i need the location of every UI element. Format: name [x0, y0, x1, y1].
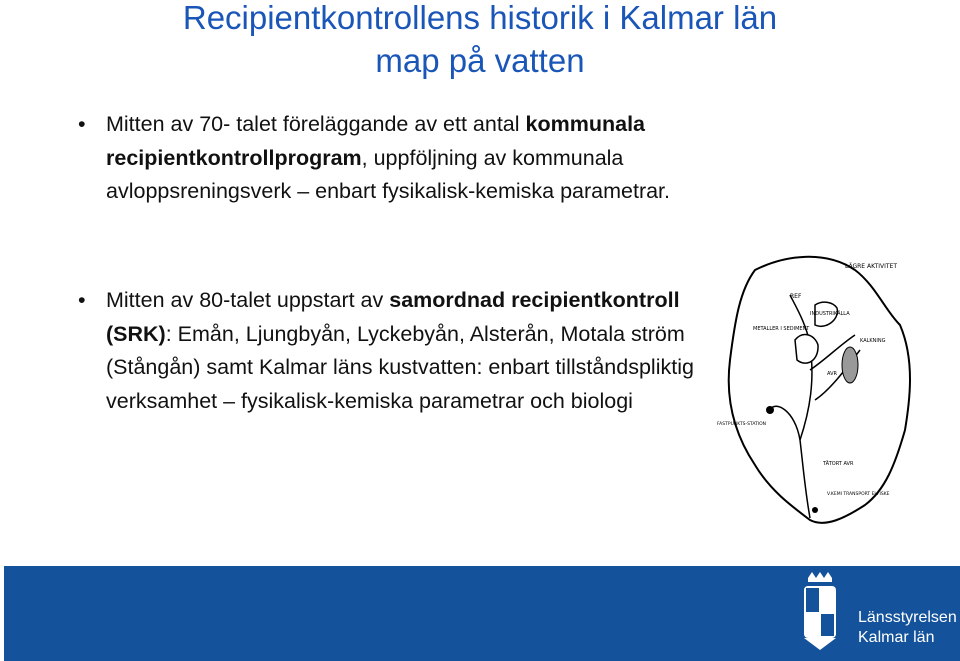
bullet-1-text-b: , uppföljning av kommunala avloppsreningsverk – enbart fysikalisk-kemiska parametrar. — [106, 145, 671, 203]
map-label-kalkning: KALKNING — [860, 338, 886, 344]
map-label-industri: INDUSTRIKÄLLA — [810, 311, 850, 317]
bullet-2-bold: samordnad recipientkontroll (SRK) — [106, 288, 680, 346]
bullet-list — [78, 108, 718, 413]
bullet-item-2 — [78, 284, 746, 418]
map-label-avr: AVR — [827, 371, 837, 377]
map-label-fastplats: FASTPUNKTS-STATION — [717, 422, 767, 427]
bullet-2-text-b: : Emån, Ljungbyån, Lyckebyån, Alsterån, Motala ström (Stångån) samt Kalmar läns kustvatten: enbart tillståndspliktig verksamhet – fysikalisk-kemiska parametrar och biologi — [106, 321, 694, 413]
title-line-2: map på vatten — [375, 42, 585, 79]
map-label-metaller: METALLER I SEDIMENT — [753, 326, 810, 332]
title-line-1: Recipientkontrollens historik i Kalmar län — [182, 0, 778, 36]
logo-text — [858, 608, 957, 648]
map-label-transport: V.KEMI TRANSPORT ELFISKE — [827, 492, 890, 497]
bullet-1-text-a: Mitten av 70- talet föreläggande av ett antal — [106, 112, 526, 136]
bullet-item-1 — [78, 108, 718, 209]
logo-line-1: Länsstyrelsen — [858, 609, 957, 626]
catchment-map-sketch — [715, 250, 915, 530]
bullet-2-text-a: Mitten av 80-talet uppstart av — [106, 288, 390, 312]
logo-line-2: Kalmar län — [858, 629, 935, 646]
map-label-tatort: TÄTORT AVR — [823, 461, 854, 467]
bullet-1-bold: kommunala recipientkontrollprogram — [106, 112, 645, 170]
map-label-top-right: LÄGRE AKTIVITET — [845, 263, 897, 270]
map-label-ref: REF — [790, 293, 802, 300]
bullet-dot: • — [78, 112, 86, 136]
bullet-dot: • — [78, 288, 86, 312]
